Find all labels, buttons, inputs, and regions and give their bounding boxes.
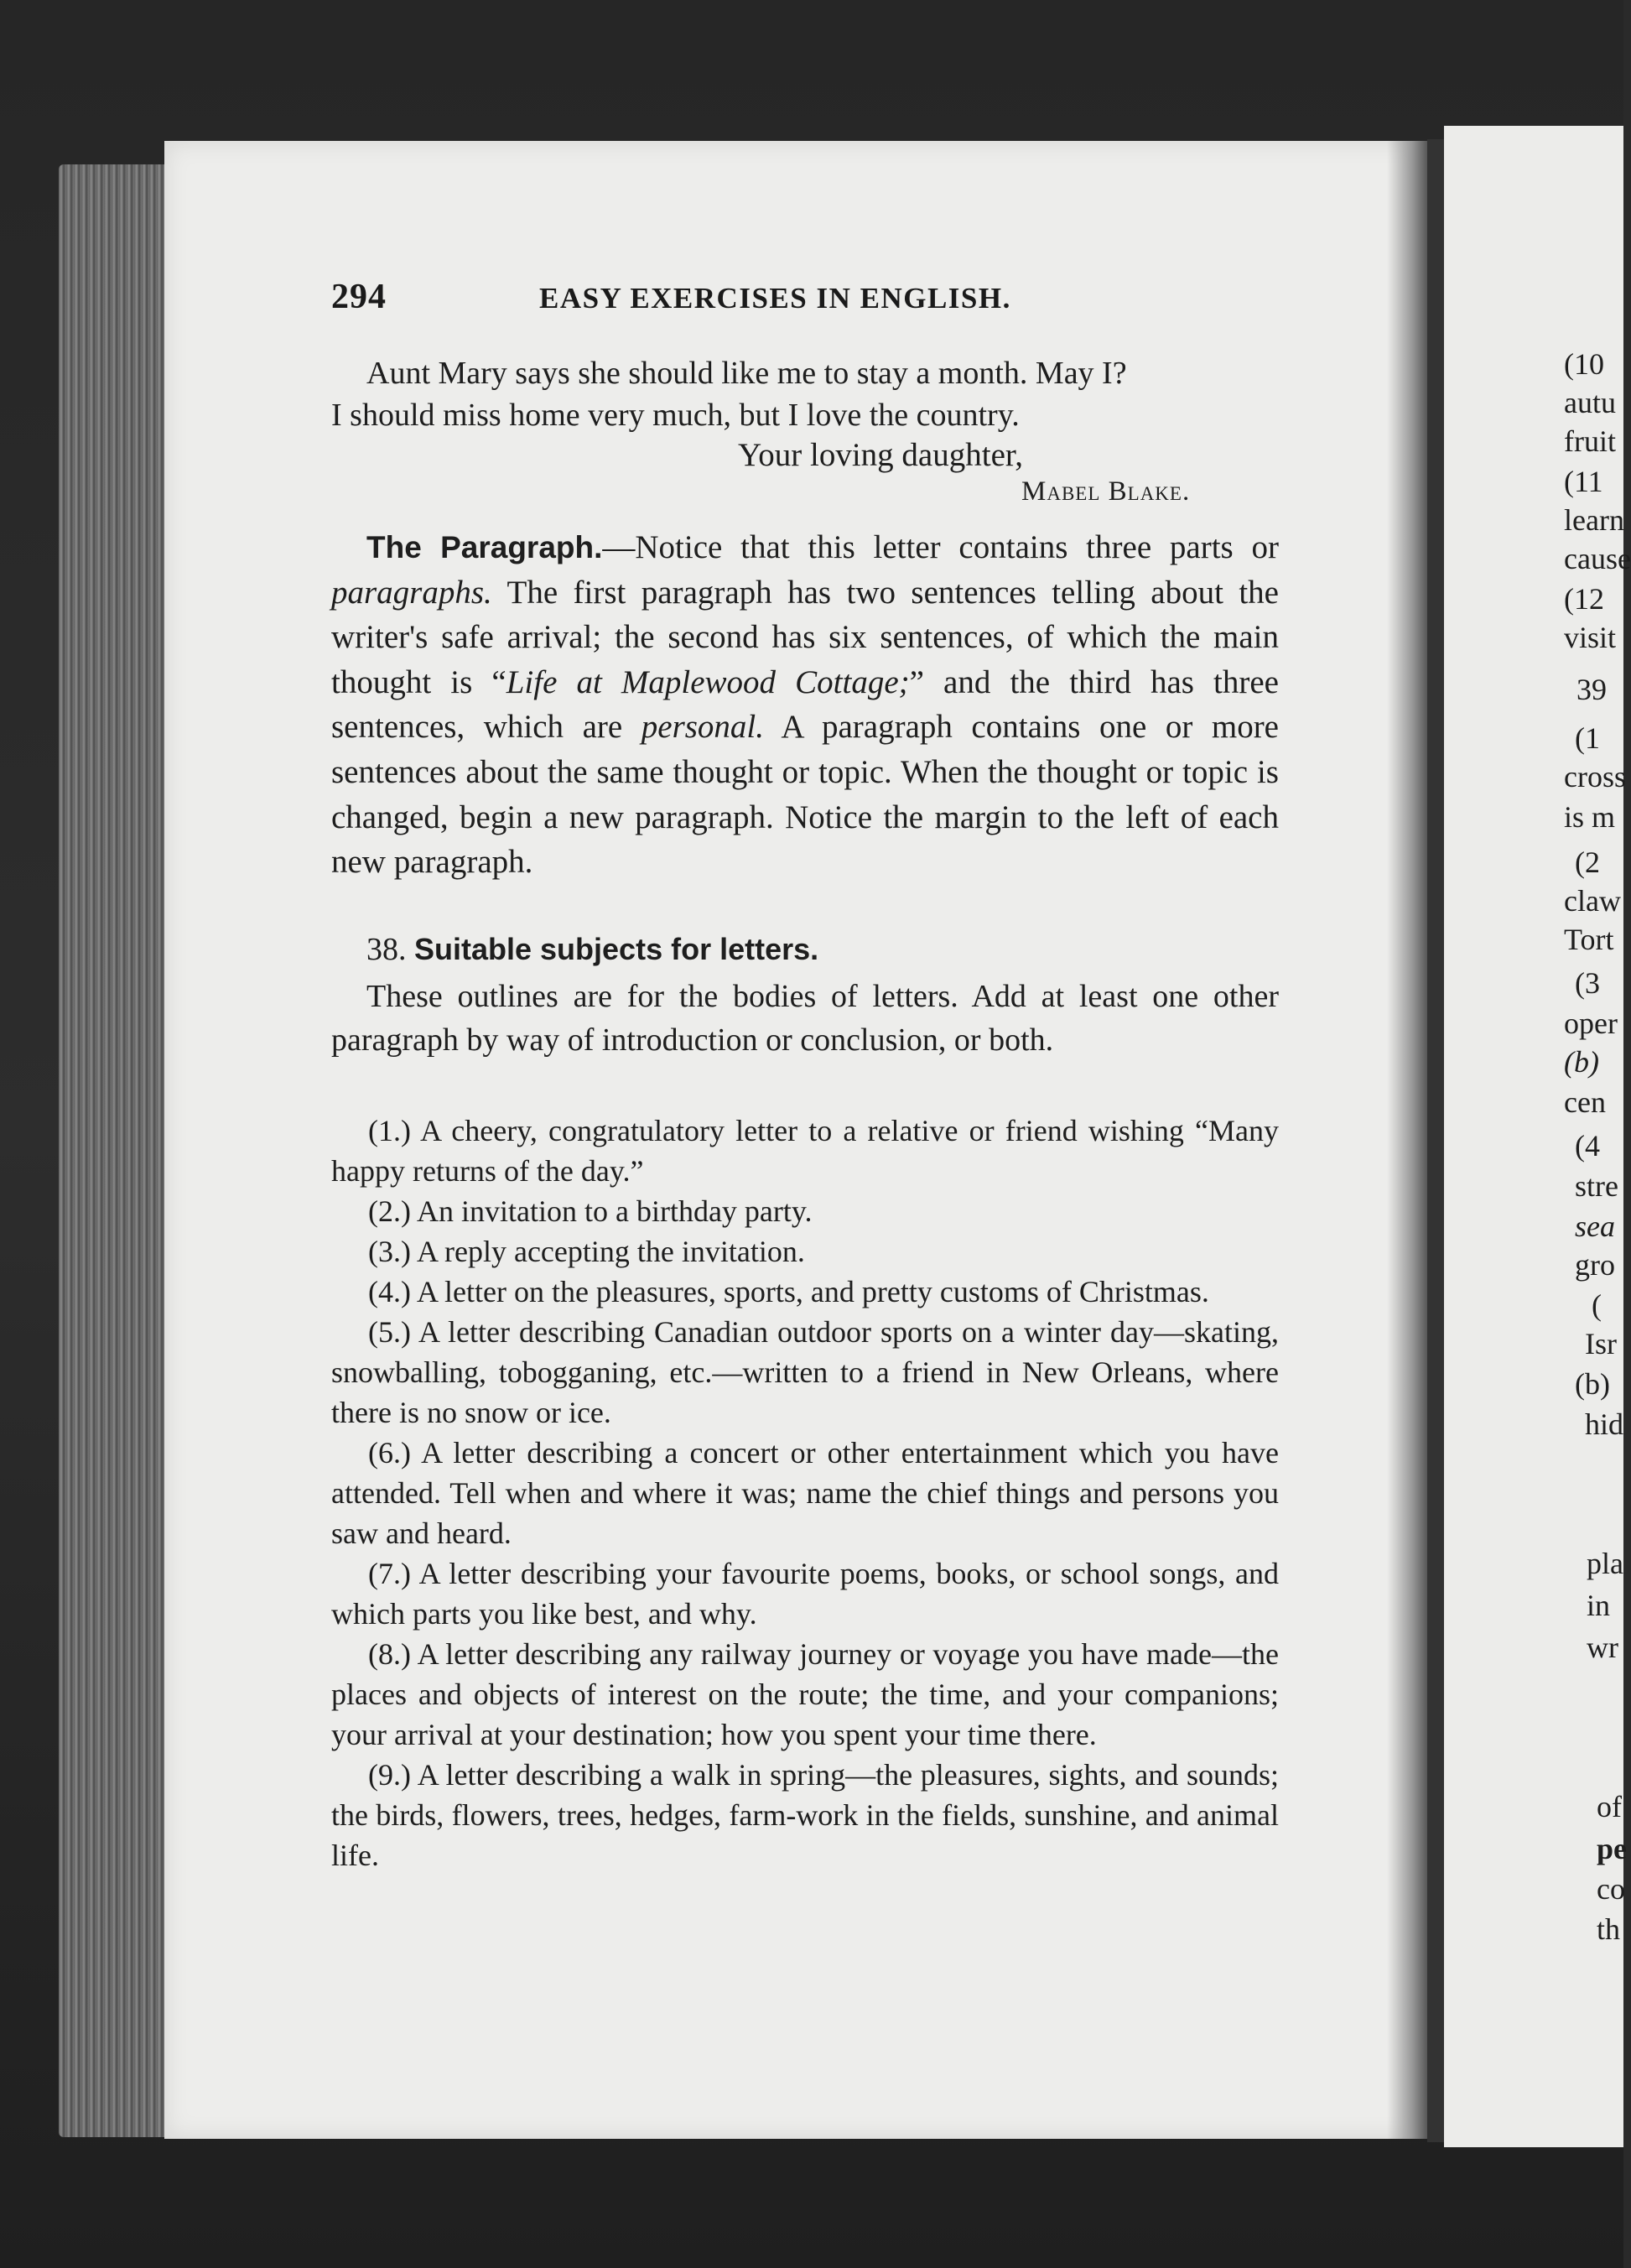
section-38-number: 38. <box>366 932 407 967</box>
right-page-fragment: claw <box>1564 884 1621 918</box>
letter-closing: Your loving daughter, <box>738 437 1024 473</box>
right-page-fragment: cross <box>1564 760 1626 793</box>
right-page-fragment: pe <box>1597 1832 1627 1865</box>
right-page-fragment: (10 <box>1564 347 1604 381</box>
letter-line-2: I should miss home very much, but I love the country. <box>331 398 1020 433</box>
right-page-fragment: co <box>1597 1872 1625 1906</box>
paragraph-section-text <box>331 525 1279 885</box>
paragraph-text-3: ” and the third has three sentences, which are <box>331 663 1279 746</box>
list-item: (1.) A cheery, congratulatory letter to a relative or friend wishing “Many happy returns of the day.” <box>331 1114 1279 1188</box>
list-item: (5.) A letter describing Canadian outdoor sports on a winter day—skating, snowballing, tobogganing, etc.—written to a friend in New Orleans, where there is no snow or ice. <box>331 1315 1279 1429</box>
page-header <box>331 277 1086 319</box>
list-item: (7.) A letter describing your favourite poems, books, or school songs, and which parts you like best, and why. <box>331 1557 1279 1631</box>
right-page-fragment: 39 <box>1576 673 1607 706</box>
section-38-heading: Suitable subjects for letters. <box>414 932 819 966</box>
right-page-fragment: is m <box>1564 800 1616 834</box>
paragraph-section <box>331 525 1279 885</box>
section-38-title <box>366 931 818 968</box>
paragraph-text-2: The first paragraph has two sentences telling about the writer's safe arrival; the second has six sentences, of which the main thought is “ <box>331 574 1279 700</box>
right-page-fragment: oper <box>1564 1007 1618 1040</box>
right-page-fragment: Isr <box>1585 1327 1617 1360</box>
right-page-fragment: visit <box>1564 621 1617 654</box>
paragraph-heading: The Paragraph. <box>366 530 603 564</box>
list-item: (6.) A letter describing a concert or other entertainment which you have attended. Tell when and where it was; name the chief things and persons you saw and heard. <box>331 1436 1279 1550</box>
right-page-fragment: ( <box>1592 1288 1602 1322</box>
letter-line-1: Aunt Mary says she should like me to stay a month. May I? <box>366 356 1127 391</box>
section-38-intro <box>331 975 1279 1062</box>
right-page-fragment: (4 <box>1575 1129 1600 1163</box>
right-page-fragment: (2 <box>1575 845 1600 879</box>
right-page-fragment: cause <box>1564 542 1631 575</box>
right-page-fragment: hid <box>1585 1407 1624 1441</box>
right-page-fragment: of <box>1597 1790 1622 1823</box>
right-page-fragment: th <box>1597 1912 1621 1946</box>
right-page-fragment: (b) <box>1564 1045 1599 1079</box>
right-page-fragment: pla <box>1587 1547 1623 1580</box>
page-number: 294 <box>331 278 387 316</box>
book-spine <box>1427 139 1444 2142</box>
section-38-intro-text: These outlines are for the bodies of letters. Add at least one other paragraph by way of introduction or conclusion, or both. <box>331 979 1279 1058</box>
right-page-fragment: stre <box>1575 1169 1618 1203</box>
right-page-fragment: Tort <box>1564 923 1614 956</box>
subjects-list <box>331 1111 1279 1875</box>
right-page-fragment: (12 <box>1564 582 1604 616</box>
list-item: (8.) A letter describing any railway journey or voyage you have made—the places and objects of interest on the route; the time, and your companions; your arrival at your destination; how you spent your time there. <box>331 1637 1279 1751</box>
running-head: EASY EXERCISES IN ENGLISH. <box>539 282 1011 315</box>
list-item: (2.) An invitation to a birthday party. <box>368 1194 813 1228</box>
right-page-fragment: (3 <box>1575 966 1600 1000</box>
right-page-fragment: (11 <box>1564 465 1603 498</box>
list-item: (3.) A reply accepting the invitation. <box>368 1235 805 1268</box>
paragraph-em-personal: personal. <box>641 709 765 746</box>
right-page-fragment: (b) <box>1575 1367 1610 1401</box>
paragraph-em-paragraphs: paragraphs. <box>331 574 492 611</box>
right-page-fragment: gro <box>1575 1248 1615 1282</box>
right-page-fragment: in <box>1587 1589 1611 1622</box>
paragraph-em-life: Life at Maplewood Cottage; <box>506 663 910 700</box>
right-page-fragment: autu <box>1564 386 1616 419</box>
paragraph-text-1: —Notice that this letter contains three parts or <box>602 529 1279 565</box>
right-page-fragment: cen <box>1564 1085 1606 1119</box>
letter-signature: Mabel Blake. <box>1021 476 1191 507</box>
right-page-fragment: (1 <box>1575 721 1600 755</box>
right-page-fragment: learn <box>1564 503 1624 537</box>
letter-body-end <box>331 352 1279 436</box>
right-page-fragment: wr <box>1587 1631 1618 1664</box>
right-page-fragment: fruit <box>1564 424 1616 458</box>
list-item: (4.) A letter on the pleasures, sports, and pretty customs of Christmas. <box>368 1275 1209 1308</box>
right-page-fragment: sea <box>1575 1209 1615 1243</box>
paragraph-text-4: A paragraph contains one or more sentences about the same thought or topic. When the thought or topic is changed, begin a new paragraph. Notice the margin to the left of each new paragraph. <box>331 709 1279 881</box>
list-item: (9.) A letter describing a walk in spring—the pleasures, sights, and sounds; the birds, flowers, trees, hedges, farm-work in the fields, sunshine, and animal life. <box>331 1758 1279 1872</box>
